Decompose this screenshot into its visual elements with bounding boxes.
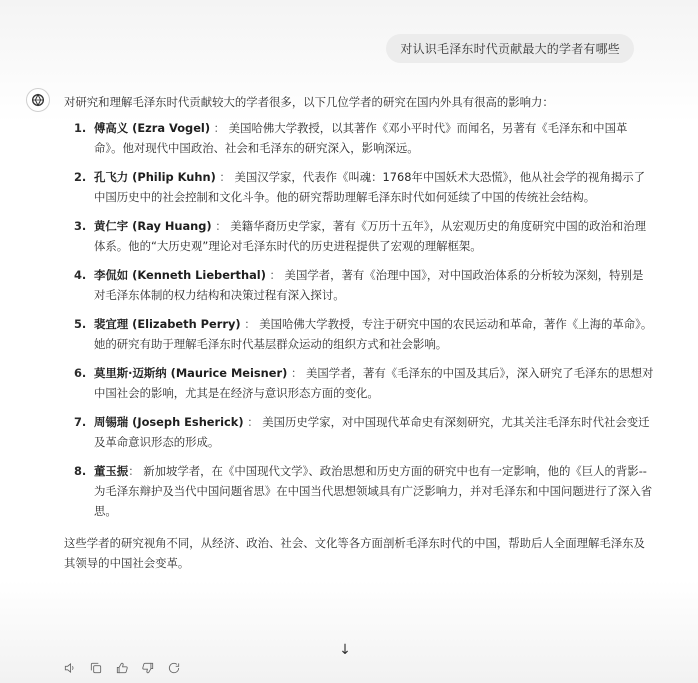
scholar-description: 美国哈佛大学教授，专注于研究中国的农民运动和革命，著作《上海的革命》。她的研究有助于理解毛泽东时代基层群众运动的组织方式和社会影响。 [94,317,653,351]
list-number: 5. [74,317,87,331]
arrow-down-icon[interactable]: ↓ [339,642,351,658]
scholar-description: 美国历史学家，对中国现代革命史有深刻研究，尤其关注毛泽东时代社会变迁及革命意识形态的形成。 [94,415,650,449]
scholar-description: 美国哈佛大学教授，以其著作《邓小平时代》而闻名，另著有《毛泽东和中国革命》。他对现代中国政治、社会和毛泽东的研究深入，影响深远。 [94,121,628,155]
regenerate-icon[interactable] [166,660,182,676]
scholar-description: 美国学者，著有《毛泽东的中国及其后》，深入研究了毛泽东的思想对中国社会的影响，尤其是在经济与意识形态方面的变化。 [94,366,654,400]
scholar-name: 黄仁宇 (Ray Huang) [94,219,212,233]
scholar-description: 新加坡学者，在《中国现代文学》、政治思想和历史方面的研究中也有一定影响，他的《巨人的背影--为毛泽东辩护及当代中国问题省思》在中国当代思想领域具有广泛影响力，并对毛泽东和中国问题进行了深入省思。 [94,464,653,518]
list-item: 6. 莫里斯·迈斯纳 (Maurice Meisner) ： 美国学者，著有《毛泽东的中国及其后》，深入研究了毛泽东的思想对中国社会的影响，尤其是在经济与意识形态方面的变化。 [64,363,654,403]
list-number: 6. [74,366,87,380]
scholar-list [64,118,654,521]
assistant-intro: 对研究和理解毛泽东时代贡献较大的学者很多，以下几位学者的研究在国内外具有很高的影响力： [64,95,554,109]
list-item: 4. 李侃如 (Kenneth Lieberthal) ： 美国学者，著有《治理中国》，对中国政治体系的分析较为深刻，特别是对毛泽东体制的权力结构和决策过程有深入探讨。 [64,265,654,305]
thumbs-down-icon[interactable] [140,660,156,676]
list-number: 8. [74,464,87,478]
scholar-description: 美国学者，著有《治理中国》，对中国政治体系的分析较为深刻，特别是对毛泽东体制的权力结构和决策过程有深入探讨。 [94,268,644,302]
list-item: 2. 孔飞力 (Philip Kuhn) ： 美国汉学家，代表作《叫魂：1768年中国妖术大恐慌》，他从社会学的视角揭示了中国历史中的社会控制和文化斗争。他的研究帮助理解毛泽东时代如何延续了中国的传统社会结构。 [64,167,654,207]
list-number: 1. [74,121,87,135]
scholar-name: 李侃如 (Kenneth Lieberthal) [94,268,266,282]
copy-icon[interactable] [88,660,104,676]
scholar-name: 周锡瑞 (Joseph Esherick) [94,415,244,429]
scholar-name: 孔飞力 (Philip Kuhn) [94,170,216,184]
message-actions [62,660,182,676]
list-number: 4. [74,268,87,282]
scholar-name: 莫里斯·迈斯纳 (Maurice Meisner) [94,366,288,380]
user-message-bubble [386,34,634,63]
scholar-description: 美国汉学家，代表作《叫魂：1768年中国妖术大恐慌》，他从社会学的视角揭示了中国历史中的社会控制和文化斗争。他的研究帮助理解毛泽东时代如何延续了中国的传统社会结构。 [94,170,646,204]
list-number: 2. [74,170,87,184]
openai-logo-icon [26,88,50,112]
list-item: 1. 傅高义 (Ezra Vogel) ： 美国哈佛大学教授，以其著作《邓小平时代》而闻名，另著有《毛泽东和中国革命》。他对现代中国政治、社会和毛泽东的研究深入，影响深远。 [64,118,654,158]
list-item: 7. 周锡瑞 (Joseph Esherick) ： 美国历史学家，对中国现代革命史有深刻研究，尤其关注毛泽东时代社会变迁及革命意识形态的形成。 [64,412,654,452]
list-number: 3. [74,219,87,233]
list-item: 3. 黄仁宇 (Ray Huang) ： 美籍华裔历史学家，著有《万历十五年》，从宏观历史的角度研究中国的政治和治理体系。他的“大历史观”理论对毛泽东时代的历史进程提供了宏观的理解框架。 [64,216,654,256]
assistant-conclusion: 这些学者的研究视角不同，从经济、政治、社会、文化等各方面剖析毛泽东时代的中国，帮助后人全面理解毛泽东及其领导的中国社会变革。 [64,536,645,570]
list-number: 7. [74,415,87,429]
user-message-text: 对认识毛泽东时代贡献最大的学者有哪些 [400,42,620,56]
list-item: 8. 董玉振： 新加坡学者，在《中国现代文学》、政治思想和历史方面的研究中也有一定影响，他的《巨人的背影--为毛泽东辩护及当代中国问题省思》在中国当代思想领域具有广泛影响力，并对毛泽东和中国问题进行了深入省思。 [64,461,654,521]
speaker-icon[interactable] [62,660,78,676]
scholar-name: 傅高义 (Ezra Vogel) [94,121,211,135]
thumbs-up-icon[interactable] [114,660,130,676]
scholar-name: 裴宜理 (Elizabeth Perry) [94,317,241,331]
list-item: 5. 裴宜理 (Elizabeth Perry) ： 美国哈佛大学教授，专注于研究中国的农民运动和革命，著作《上海的革命》。她的研究有助于理解毛泽东时代基层群众运动的组织方式和社会影响。 [64,314,654,354]
scholar-name: 董玉振 [94,464,129,478]
scholar-description: 美籍华裔历史学家，著有《万历十五年》，从宏观历史的角度研究中国的政治和治理体系。他的“大历史观”理论对毛泽东时代的历史进程提供了宏观的理解框架。 [94,219,647,253]
assistant-message [64,92,654,584]
